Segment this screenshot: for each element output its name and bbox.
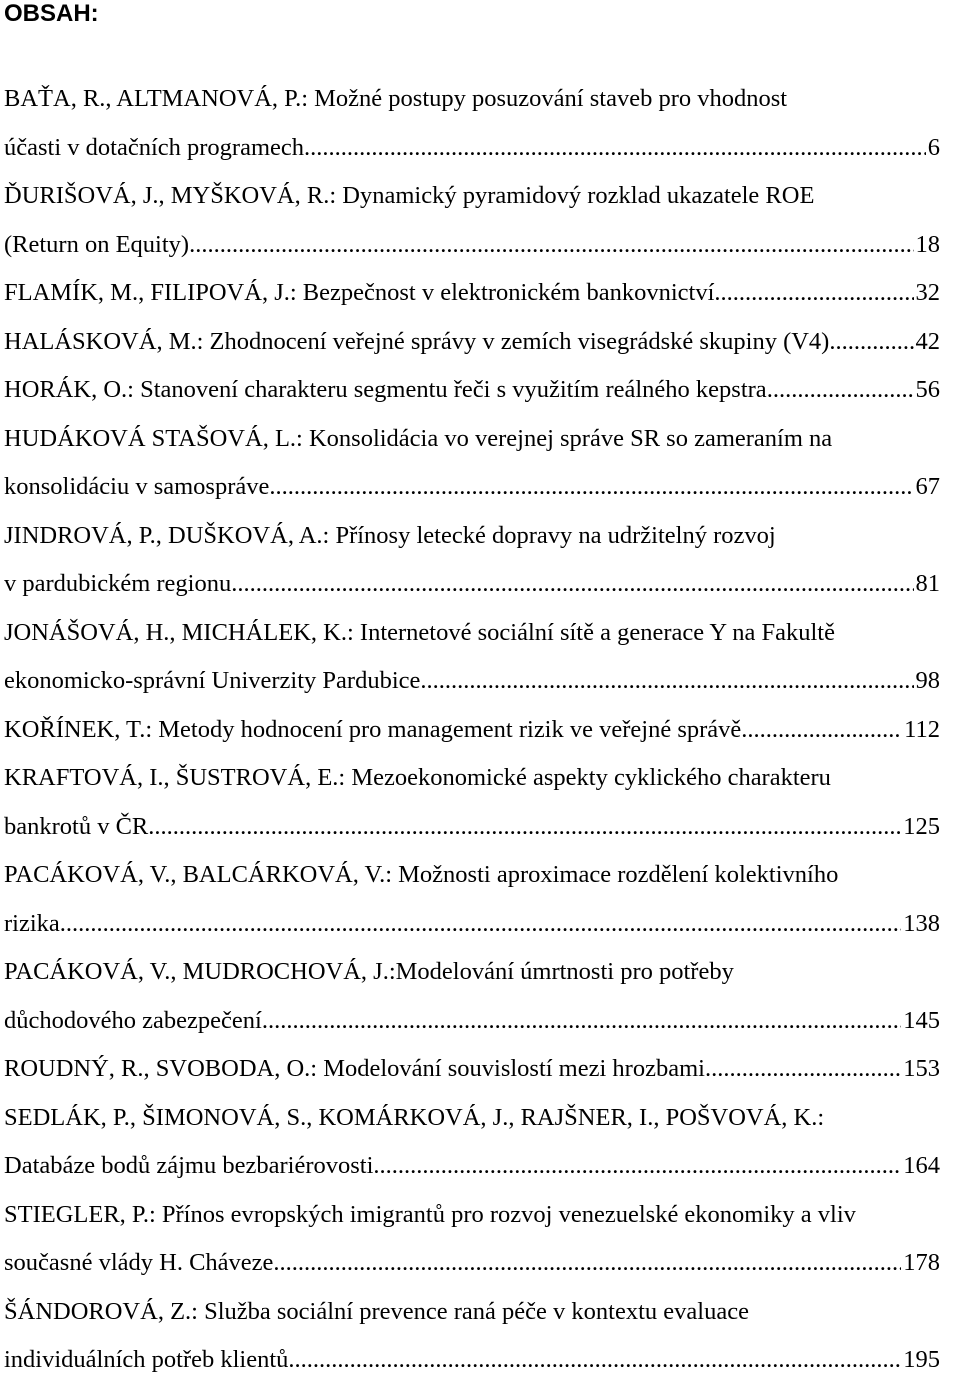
toc-entry-text: PACÁKOVÁ, V., BALCÁRKOVÁ, V.: Možnosti aproximace rozdělení kolektivního bbox=[4, 861, 839, 888]
toc-entry-line bbox=[4, 1297, 940, 1327]
toc-entry-text: SEDLÁK, P., ŠIMONOVÁ, S., KOMÁRKOVÁ, J., RAJŠNER, I., POŠVOVÁ, K.: bbox=[4, 1103, 825, 1131]
toc-entry-last-line bbox=[4, 133, 940, 163]
toc-entry-text: HALÁSKOVÁ, M.: Zhodnocení veřejné správy v zemích visegrádské skupiny (V4) bbox=[4, 327, 830, 355]
dot-leader bbox=[373, 1151, 901, 1181]
dot-leader bbox=[231, 569, 913, 599]
toc-page-number: 125 bbox=[903, 812, 940, 840]
toc-entry-last-line bbox=[4, 327, 940, 357]
toc-page-number: 42 bbox=[915, 327, 940, 355]
toc-page-number: 6 bbox=[927, 133, 940, 161]
toc-entry-text: (Return on Equity) bbox=[4, 230, 190, 258]
toc-page-number: 153 bbox=[903, 1055, 940, 1082]
toc-entry-last-line bbox=[4, 230, 940, 260]
toc-entry-line bbox=[4, 763, 940, 793]
toc-entry-text: PACÁKOVÁ, V., MUDROCHOVÁ, J.:Modelování úmrtnosti pro potřeby bbox=[4, 958, 734, 985]
toc-page-number: 195 bbox=[903, 1346, 940, 1373]
toc-entry-text: STIEGLER, P.: Přínos evropských imigrantů pro rozvoj venezuelské ekonomiky a vliv bbox=[4, 1200, 856, 1228]
dot-leader bbox=[269, 472, 913, 502]
toc-entry-line bbox=[4, 424, 940, 454]
toc-entry-text: KOŘÍNEK, T.: Metody hodnocení pro management rizik ve veřejné správě bbox=[4, 715, 742, 743]
dot-leader bbox=[705, 1054, 901, 1084]
toc-entry-last-line bbox=[4, 666, 940, 696]
toc-entry-last-line bbox=[4, 1345, 940, 1375]
dot-leader bbox=[288, 1345, 901, 1375]
toc-page-number: 138 bbox=[903, 909, 940, 937]
dot-leader bbox=[829, 327, 913, 357]
toc-entry-last-line bbox=[4, 909, 940, 939]
page-title: OBSAH: bbox=[4, 0, 99, 27]
toc-entry-line bbox=[4, 957, 940, 987]
dot-leader bbox=[767, 375, 914, 405]
toc-page-number: 178 bbox=[903, 1249, 940, 1276]
dot-leader bbox=[60, 909, 901, 939]
dot-leader bbox=[304, 133, 926, 163]
toc-entry-text: FLAMÍK, M., FILIPOVÁ, J.: Bezpečnost v elektronickém bankovnictví bbox=[4, 279, 715, 306]
toc-entry-text: individuálních potřeb klientů bbox=[4, 1346, 289, 1373]
toc-entry-text: bankrotů v ČR bbox=[4, 812, 149, 840]
toc-entry-text: důchodového zabezpečení bbox=[4, 1006, 262, 1034]
toc-entry-last-line bbox=[4, 1151, 940, 1181]
toc-entry-text: HORÁK, O.: Stanovení charakteru segmentu řeči s využitím reálného kepstra bbox=[4, 376, 767, 403]
toc-entry-last-line bbox=[4, 569, 940, 599]
toc-entry-last-line bbox=[4, 1248, 940, 1278]
dot-leader bbox=[262, 1006, 901, 1036]
toc-page-number: 67 bbox=[915, 473, 940, 500]
dot-leader bbox=[741, 715, 902, 745]
toc-entry-last-line bbox=[4, 472, 940, 502]
toc-entry-text: ROUDNÝ, R., SVOBODA, O.: Modelování souvislostí mezi hrozbami bbox=[4, 1055, 705, 1082]
toc-entry-text: ŠÁNDOROVÁ, Z.: Služba sociální prevence raná péče v kontextu evaluace bbox=[4, 1297, 749, 1325]
toc-entry-text: účasti v dotačních programech bbox=[4, 133, 305, 161]
toc-entry-text: BAŤA, R., ALTMANOVÁ, P.: Možné postupy posuzování staveb pro vhodnost bbox=[4, 85, 788, 112]
toc-entry-line bbox=[4, 1200, 940, 1230]
dot-leader bbox=[714, 278, 913, 308]
toc-page-number: 81 bbox=[915, 570, 940, 597]
dot-leader bbox=[420, 666, 913, 696]
toc-entry-line bbox=[4, 860, 940, 890]
toc-entry-line bbox=[4, 521, 940, 551]
toc-entry-text: konsolidáciu v samospráve bbox=[4, 473, 270, 500]
toc-page-number: 56 bbox=[915, 376, 940, 403]
toc-entry-text: rizika bbox=[4, 909, 60, 937]
toc-entry-text: ekonomicko-správní Univerzity Pardubice bbox=[4, 667, 421, 694]
toc-entry-text: v pardubickém regionu bbox=[4, 570, 232, 597]
toc-entry-line bbox=[4, 618, 940, 648]
toc-page-number: 18 bbox=[915, 230, 940, 258]
toc-entry-text: JINDROVÁ, P., DUŠKOVÁ, A.: Přínosy letecké dopravy na udržitelný rozvoj bbox=[4, 521, 776, 549]
toc-entry-text: HUDÁKOVÁ STAŠOVÁ, L.: Konsolidácia vo verejnej správe SR so zameraním na bbox=[4, 424, 833, 452]
toc-entry-last-line bbox=[4, 278, 940, 308]
toc-entry-line bbox=[4, 181, 940, 211]
toc-page-number: 98 bbox=[915, 667, 940, 694]
toc-entry-text: Databáze bodů zájmu bezbariérovosti bbox=[4, 1152, 374, 1179]
toc-entry-last-line bbox=[4, 715, 940, 745]
toc-page-number: 112 bbox=[904, 715, 940, 743]
dot-leader bbox=[148, 812, 901, 842]
dot-leader bbox=[273, 1248, 901, 1278]
toc-entry-text: JONÁŠOVÁ, H., MICHÁLEK, K.: Internetové sociální sítě a generace Y na Fakultě bbox=[4, 618, 835, 646]
toc-entry-last-line bbox=[4, 1006, 940, 1036]
toc-entry-text: KRAFTOVÁ, I., ŠUSTROVÁ, E.: Mezoekonomické aspekty cyklického charakteru bbox=[4, 764, 831, 791]
toc-entry-last-line bbox=[4, 812, 940, 842]
toc-page-number: 32 bbox=[915, 279, 940, 306]
toc-entry-last-line bbox=[4, 1054, 940, 1084]
toc-page-number: 145 bbox=[903, 1006, 940, 1034]
toc-entry-line bbox=[4, 84, 940, 114]
toc-page-number: 164 bbox=[903, 1152, 940, 1179]
dot-leader bbox=[189, 230, 913, 260]
toc-entry-line bbox=[4, 1103, 940, 1133]
toc-entry-text: ĎURIŠOVÁ, J., MYŠKOVÁ, R.: Dynamický pyramidový rozklad ukazatele ROE bbox=[4, 182, 815, 209]
toc-entry-text: současné vlády H. Cháveze bbox=[4, 1249, 274, 1276]
toc-entry-last-line bbox=[4, 375, 940, 405]
